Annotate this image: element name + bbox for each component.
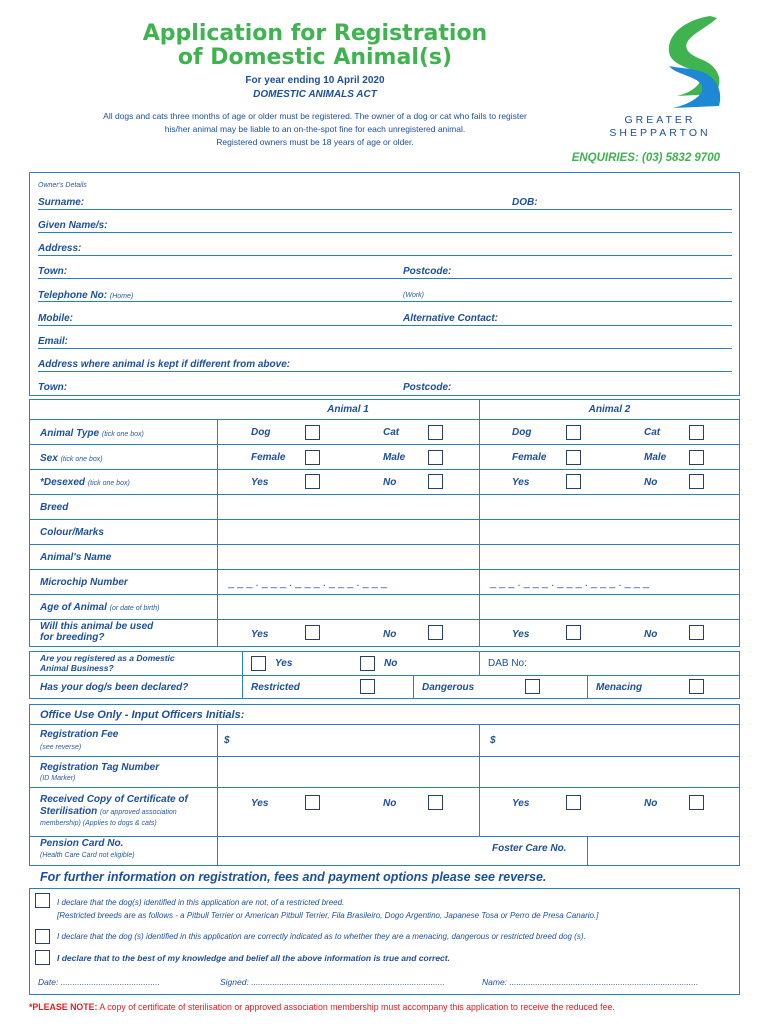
table-rule [29,594,740,595]
section-rule [29,675,740,676]
form-title-line1: Application for Registration [142,21,488,46]
a1-dog-label: Dog [251,427,271,438]
desexed-note: (tick one box) [87,480,130,487]
section-rule [29,756,740,757]
fee-label: Registration Fee [40,729,119,740]
animal-type-note: (tick one box) [101,431,144,438]
town-label: Town: [38,266,68,277]
section-divider [242,651,243,675]
tag-note: (ID Marker) [40,775,76,782]
declared-question: Has your dog/s been declared? [40,682,189,693]
a1-desexed-no-label: No [383,477,397,488]
table-rule [29,619,740,620]
dab-question [40,653,175,673]
a1-breeding-yes-checkbox[interactable] [305,625,320,640]
address-field[interactable] [38,255,732,256]
cert-label-1: Received Copy of Certificate of [40,794,188,805]
animal2-header: Animal 2 [588,404,631,415]
section-divider [587,836,588,866]
cert-a1-yes-checkbox[interactable] [305,795,320,810]
sex-text: Sex [40,453,58,464]
dob-label: DOB: [512,197,538,208]
fee-dollar-1: $ [224,735,230,746]
a2-desexed-no-checkbox[interactable] [689,474,704,489]
desexed-text: *Desexed [40,477,86,488]
age-label [40,602,159,613]
please-note [29,1002,615,1012]
mobile-field[interactable] [38,325,732,326]
cert-label-2-note: (or approved association [100,809,177,816]
a1-female-label: Female [251,452,286,463]
dab-question-1: Are you registered as a Domestic [40,653,175,663]
cert-label-3: membership) (Applies to dogs & cats) [40,820,157,827]
dab-question-2: Animal Business? [40,663,114,673]
telephone-field[interactable] [38,301,732,302]
alt-address-field[interactable] [38,371,732,372]
microchip-label: Microchip Number [40,577,128,588]
section-divider [413,675,414,699]
a1-breeding-no-checkbox[interactable] [428,625,443,640]
section-rule [29,787,740,788]
table-rule [29,419,740,420]
a1-breeding-no-label: No [383,629,397,640]
email-label: Email: [38,336,69,347]
town-field[interactable] [38,278,732,279]
logo-text-greater: GREATER [624,114,696,126]
section-rule [29,836,740,837]
section-divider [479,724,480,836]
declare-restricted-line-2: [Restricted breeds are as follows - a Pitbull Terrier or American Pitbull Terrier, Fila Brasileiro, Dogo Argentino, Japanese Tosa or Perro de Presa Canario.] [57,911,599,920]
section-divider [479,651,480,675]
cert-a2-no-label: No [644,798,658,809]
declare-restricted-line-1: I declare that the dog(s) identified in this application are not, of a restricted breed. [57,898,345,907]
a1-desexed-no-checkbox[interactable] [428,474,443,489]
date-line: .......................................... [60,977,160,987]
a2-breeding-yes-label: Yes [512,629,530,640]
signed-label: Signed: [220,977,249,987]
notice-line-2: his/her animal may be liable to an on-the-spot fine for each unregistered animal. [164,124,466,134]
greater-shepparton-logo [655,14,725,110]
office-use-section [29,704,740,866]
restricted-label: Restricted [251,682,300,693]
further-info-text: For further information on registration, fees and payment options please see reverse. [40,870,547,884]
foster-label: Foster Care No. [492,843,567,854]
form-title-line2: of Domestic Animal(s) [177,45,453,70]
notice-line-1: All dogs and cats three months of age or older must be registered. The owner of a dog or cat who fails to register [103,111,527,121]
act-text: DOMESTIC ANIMALS ACT [253,89,377,100]
telephone-label-text: Telephone No: [38,290,108,301]
telephone-label [38,290,133,301]
logo-text-shepparton: SHEPPARTON [609,127,711,139]
declare-restricted-text [57,896,737,922]
a1-cat-label: Cat [383,427,400,438]
please-note-text: A copy of certificate of sterilisation or approved association membership must accompany this application to receive the reduced fee. [99,1002,615,1012]
a2-female-label: Female [512,452,547,463]
mobile-label: Mobile: [38,313,73,324]
date-label: Date: [38,977,59,987]
tag-label: Registration Tag Number [40,762,160,773]
breeding-text-2: for breeding? [40,632,105,643]
a2-male-checkbox[interactable] [689,450,704,465]
postcode2-label: Postcode: [403,382,452,393]
surname-field[interactable] [38,209,732,210]
animal1-header: Animal 1 [327,404,369,415]
sex-note: (tick one box) [60,456,103,463]
menacing-checkbox[interactable] [689,679,704,694]
table-rule [29,469,740,470]
a2-breeding-no-label: No [644,629,658,640]
section-divider [242,675,243,699]
signed-line: .................................................................................. [251,977,445,987]
age-text: Age of Animal [40,602,107,613]
a2-dog-label: Dog [512,427,532,438]
table-rule [29,544,740,545]
alt-address-label: Address where animal is kept if different from above: [38,359,291,370]
signed-field[interactable] [220,977,445,987]
desexed-label [40,477,130,488]
sex-label [40,453,103,464]
colour-label: Colour/Marks [40,527,104,538]
cert-label-2 [40,806,177,817]
a1-male-checkbox[interactable] [428,450,443,465]
animal-type-text: Animal Type [40,428,100,439]
office-use-title: Office Use Only - Input Officers Initials: [40,709,245,721]
a1-cat-checkbox[interactable] [428,425,443,440]
declare-restricted-checkbox[interactable] [35,893,50,908]
fee-dollar-2: $ [490,735,496,746]
dab-number-label: DAB No: [488,658,527,669]
year-text: For year ending 10 April 2020 [245,75,385,86]
pension-note: (Health Care Card not eligible) [40,852,135,859]
a2-female-checkbox[interactable] [566,450,581,465]
a2-cat-label: Cat [644,427,661,438]
a2-breeding-no-checkbox[interactable] [689,625,704,640]
table-rule [29,494,740,495]
dab-no-checkbox[interactable] [360,656,375,671]
a1-desexed-yes-checkbox[interactable] [305,474,320,489]
address-label: Address: [38,243,82,254]
breeding-text-1: Will this animal be used [40,621,154,632]
table-rule [29,569,740,570]
dab-yes-checkbox[interactable] [251,656,266,671]
given-names-field[interactable] [38,232,732,233]
cert-a2-no-checkbox[interactable] [689,795,704,810]
given-names-label: Given Name/s: [38,220,108,231]
breeding-label [40,621,153,643]
notice-line-3: Registered owners must be 18 years of age or older. [216,137,414,147]
menacing-label: Menacing [596,682,643,693]
a1-desexed-yes-label: Yes [251,477,269,488]
breed-label: Breed [40,502,69,513]
dab-no-label: No [384,658,398,669]
animal-name-label: Animal's Name [40,552,112,563]
town2-label: Town: [38,382,68,393]
age-note: (or date of birth) [109,605,160,612]
declare-true-text: I declare that to the best of my knowledge and belief all the above information is true and correct. [57,953,450,963]
declare-menacing-text: I declare that the dog (s) identified in this application are correctly indicated as to whether they are a menacing, dangerous or restricted breed dog (s). [57,932,586,941]
table-rule [29,519,740,520]
alt-contact-label: Alternative Contact: [403,313,499,324]
a1-microchip-field[interactable]: _ _ _ . _ _ _ . _ _ _ . _ _ _ . _ _ _ [228,577,388,589]
please-note-prefix: *PLEASE NOTE: [29,1002,98,1012]
surname-label: Surname: [38,197,85,208]
table-divider [217,419,218,647]
section-divider [217,724,218,866]
restricted-checkbox[interactable] [360,679,375,694]
fee-note: (see reverse) [40,744,82,751]
postcode-label: Postcode: [403,266,452,277]
cert-a1-no-checkbox[interactable] [428,795,443,810]
name-line: ................................................................................ [509,977,699,987]
a2-desexed-yes-checkbox[interactable] [566,474,581,489]
a2-desexed-no-label: No [644,477,658,488]
section-rule [29,724,740,725]
a1-male-label: Male [383,452,406,463]
cert-a1-no-label: No [383,798,397,809]
a2-breeding-yes-checkbox[interactable] [566,625,581,640]
a1-breeding-yes-label: Yes [251,629,269,640]
name-label: Name: [482,977,508,987]
a2-dog-checkbox[interactable] [566,425,581,440]
a1-female-checkbox[interactable] [305,450,320,465]
a2-cat-checkbox[interactable] [689,425,704,440]
work-note: (Work) [403,292,424,299]
declare-true-checkbox[interactable] [35,950,50,965]
cert-a2-yes-label: Yes [512,798,530,809]
a1-dog-checkbox[interactable] [305,425,320,440]
cert-a2-yes-checkbox[interactable] [566,795,581,810]
section-divider [587,675,588,699]
animal-type-label [40,428,144,439]
a2-microchip-field[interactable]: _ _ _ . _ _ _ . _ _ _ . _ _ _ . _ _ _ [490,577,650,589]
a2-male-label: Male [644,452,667,463]
dab-yes-label: Yes [275,658,293,669]
dangerous-label: Dangerous [422,682,475,693]
cert-label-2-text: Sterilisation [40,806,98,817]
dangerous-checkbox[interactable] [525,679,540,694]
enquiries-phone: ENQUIRIES: (03) 5832 9700 [571,152,720,164]
date-field[interactable] [38,977,160,987]
name-field[interactable] [482,977,698,987]
home-note: (Home) [109,293,134,300]
table-rule [29,444,740,445]
cert-a1-yes-label: Yes [251,798,269,809]
owner-section-label: Owner's Details [38,182,87,189]
table-divider [479,399,480,647]
declare-menacing-checkbox[interactable] [35,929,50,944]
a2-desexed-yes-label: Yes [512,477,530,488]
pension-label: Pension Card No. [40,838,124,849]
notice-text [20,110,610,149]
email-field[interactable] [38,348,732,349]
